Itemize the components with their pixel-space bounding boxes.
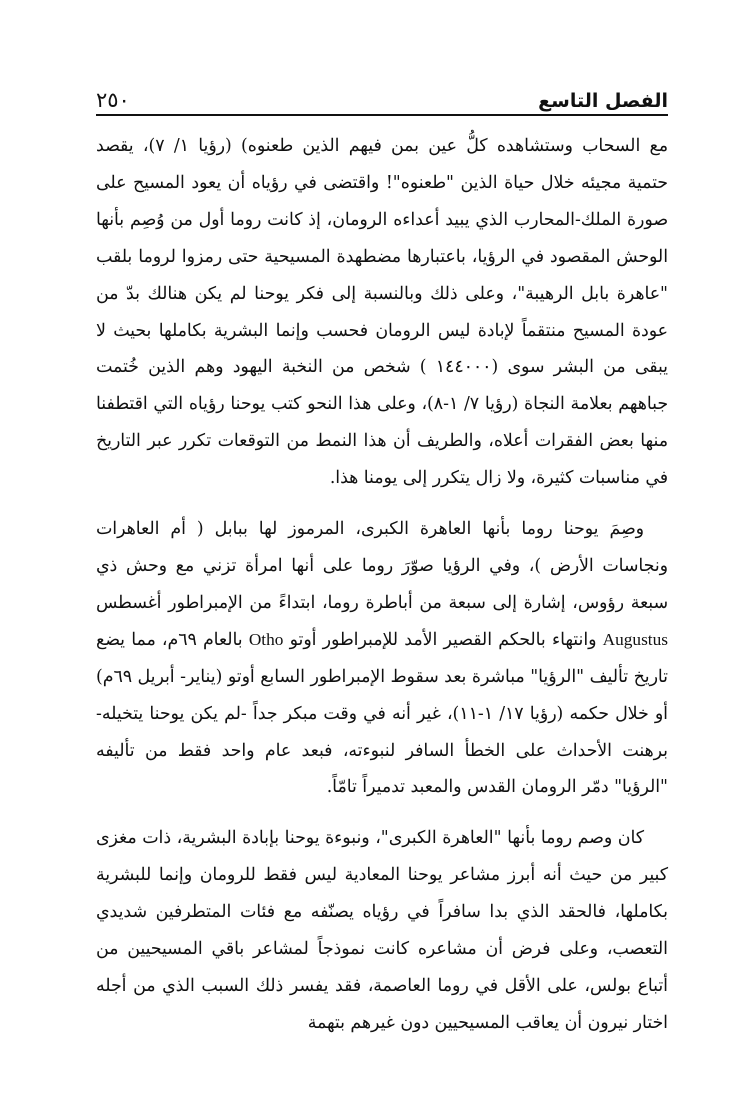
page-body xyxy=(96,128,668,1042)
book-page xyxy=(96,78,668,1042)
latin-name-otho: Otho xyxy=(248,629,284,649)
paragraph-2-text-c: بالعام ٦٩م، مما يضع تاريخ تأليف "الرؤيا" مباشرة بعد سقوط الإمبراطور السابع أوتو (يناير- أبريل ٦٩م) أو خلال حكمه (رؤيا ١٧/ ١-١١)، غير أنه في وقت مبكر جداً -لم يكن يوحنا يتخيله- برهنت الأحداث على الخطأ السافر لنبوءته، فبعد عام واحد فقط من تأليفه "الرؤيا" دمّر الرومان القدس والمعبد تدميراً تامّاً. xyxy=(96,629,668,798)
paragraph-3: كان وصم روما بأنها "العاهرة الكبرى"، ونبوءة يوحنا بإبادة البشرية، ذات مغزى كبير من حيث أنه أبرز مشاعر يوحنا المعادية ليس فقط للرومان وإنما للبشرية بكاملها، فالحقد الذي بدا سافراً في رؤياه يصنّفه مع فئات المتطرفين شديدي التعصب، وعلى فرض أن مشاعره كانت نموذجاً لمشاعر باقي المسيحيين من أتباع بولس، على الأقل في روما العاصمة، فقد يفسر ذلك السبب الذي من أجله اختار نيرون أن يعاقب المسيحيين دون غيرهم بتهمة xyxy=(96,828,668,1033)
paragraph-1: مع السحاب وستشاهده كلُّ عين بمن فيهم الذين طعنوه) (رؤيا ١/ ٧)، يقصد حتمية مجيئه خلال حياة الذين "طعنوه"! واقتضى في رؤياه أن يعود المسيح على صورة الملك-المحارب الذي يبيد أعداءه الرومان، إذ كانت روما أول من وُصِم بأنها الوحش المقصود في الرؤيا، باعتبارها مضطهدة المسيحية حتى رمزوا لروما بلقب "عاهرة بابل الرهيبة"، وعلى ذلك وبالنسبة إلى فكر يوحنا لم يكن هنالك بدّ من عودة المسيح منتقماً لإبادة ليس الرومان فحسب وإنما البشرية بكاملها بحيث لا يبقى من البشر سوى (١٤٤٠٠٠ ) شخص من النخبة اليهود وهم الذين خُتمت جباههم بعلامة النجاة (رؤيا ٧/ ١-٨)، وعلى هذا النحو كتب يوحنا رؤياه التي اقتطفنا منها بعض الفقرات أعلاه، والطريف أن هذا النمط من التوقعات تكرر عبر التاريخ في مناسبات كثيرة، ولا زال يتكرر إلى يومنا هذا. xyxy=(96,136,668,489)
paragraph-2-text-a: وصِمَ يوحنا روما بأنها العاهرة الكبرى، المرموز لها ببابل ( أم العاهرات ونجاسات الأرض )، وفي الرؤيا صوّرَ روما على أنها امرأة تزني مع وحش ذي سبعة رؤوس، إشارة إلى سبعة من أباطرة روما، ابتداءً من الإمبراطور أغسطس xyxy=(96,519,668,613)
paragraph-2 xyxy=(96,511,668,806)
paragraph-2-text-b: وانتهاء بالحكم القصير الأمد للإمبراطور أوتو xyxy=(283,629,603,650)
latin-name-augustus: Augustus xyxy=(602,629,668,649)
page-header xyxy=(96,78,668,116)
page-number: ٢٥٠ xyxy=(96,88,130,112)
running-title: الفصل التاسع xyxy=(538,90,668,112)
